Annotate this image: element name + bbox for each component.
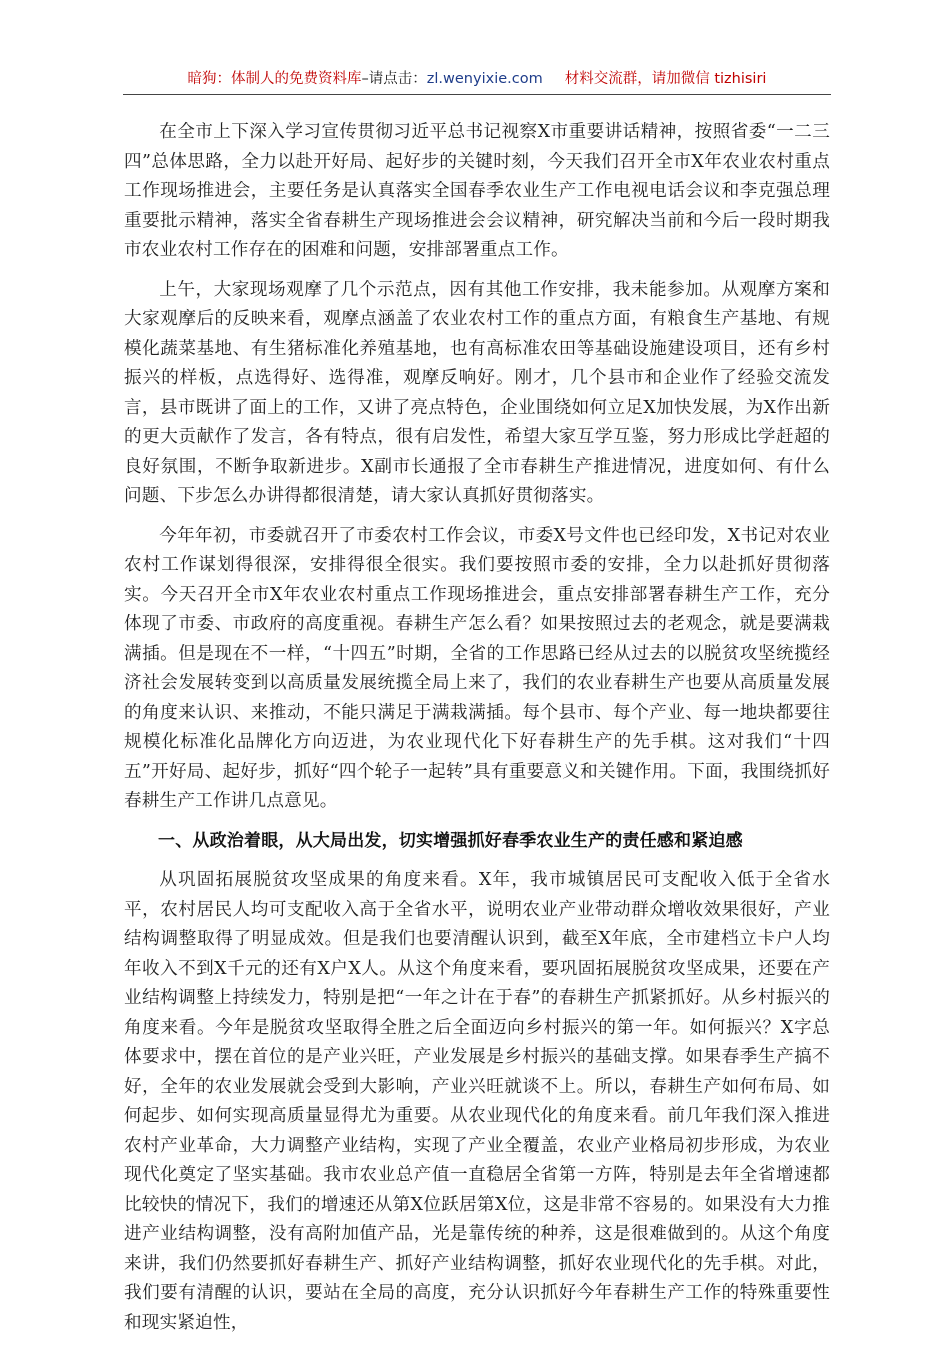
body-paragraph: 在全市上下深入学习宣传贯彻习近平总书记视察X市重要讲话精神，按照省委“一二三四”总体思路，全力以赴开好局、起好步的关键时刻，今天我们召开全市X年农业农村重点工作现场推进会，主要任务是认真落实全国春季农业生产工作电视电话会议和李克强总理重要批示精神，落实全省春耕生产现场推进会会议精神，研究解决当前和今后一段时期我市农业农村工作存在的困难和问题，安排部署重点工作。 (124, 122, 830, 260)
header-url-link[interactable]: zl.wenyixie.com (426, 71, 543, 87)
section-heading: 一、从政治着眼，从大局出发，切实增强抓好春季农业生产的责任感和紧迫感 (158, 830, 743, 851)
body-paragraph: 今年年初，市委就召开了市委农村工作会议，市委X号文件也已经印发，X书记对农业农村工作谋划得很深，安排得很全很实。我们要按照市委的安排，全力以赴抓好贯彻落实。今天召开全市X年农业农村重点工作现场推进会，重点安排部署春耕生产工作，充分体现了市委、市政府的高度重视。春耕生产怎么看？如果按照过去的老观念，就是要满栽满插。但是现在不一样，“十四五”时期，全省的工作思路已经从过去的以脱贫攻坚统揽经济社会发展转变到以高质量发展统揽全局上来了，我们的农业春耕生产也要从高质量发展的角度来认识、来推动，不能只满足于满栽满插。每个县市、每个产业、每一地块都要往规模化标准化品牌化方向迈进，为农业现代化下好春耕生产的先手棋。这对我们“十四五”开好局、起好步，抓好“四个轮子一起转”具有重要意义和关键作用。下面，我围绕抓好春耕生产工作讲几点意见。 (124, 525, 830, 811)
header-group-note: 材料交流群，请加微信 tizhisiri (564, 71, 767, 87)
body-paragraph: 从巩固拓展脱贫攻坚成果的角度来看。X年，我市城镇居民可支配收入低于全省水平，农村居民人均可支配收入高于全省水平，说明农业产业带动群众增收效果很好，产业结构调整取得了明显成效。但是我们也要清醒认识到，截至X年底，全市建档立卡户人均年收入不到X千元的还有X户X人。从这个角度来看，要巩固拓展脱贫攻坚成果，还要在产业结构调整上持续发力，特别是把“一年之计在于春”的春耕生产抓紧抓好。从乡村振兴的角度来看。今年是脱贫攻坚取得全胜之后全面迈向乡村振兴的第一年。如何振兴？X字总体要求中，摆在首位的是产业兴旺，产业发展是乡村振兴的基础支撑。如果春季生产搞不好，全年的农业发展就会受到大影响，产业兴旺就谈不上。所以，春耕生产如何布局、如何起步、如何实现高质量显得尤为重要。从农业现代化的角度来看。前几年我们深入推进农村产业革命，大力调整产业结构，实现了产业全覆盖，农业产业格局初步形成，为农业现代化奠定了坚实基础。我市农业总产值一直稳居全省第一方阵，特别是去年全省增速都比较快的情况下，我们的增速还从第X位跃居第X位，这是非常不容易的。如果没有大力推进产业结构调整，没有高附加值产品，光是靠传统的种养，这是很难做到的。从这个角度来讲，我们仍然要抓好春耕生产、抓好产业结构调整，抓好农业现代化的先手棋。对此，我们要有清醒的认识，要站在全局的高度，充分认识抓好今年春耕生产工作的特殊重要性和现实紧迫性， (124, 870, 830, 1333)
document-body (124, 118, 830, 1348)
header-brand: 暗狗：体制人的免费资料库 (187, 71, 362, 87)
header-click-prompt: –请点击： (361, 71, 427, 87)
page-header (123, 68, 831, 95)
body-paragraph: 上午，大家现场观摩了几个示范点，因有其他工作安排，我未能参加。从观摩方案和大家观摩后的反映来看，观摩点涵盖了农业农村工作的重点方面，有粮食生产基地、有规模化蔬菜基地、有生猪标准化养殖基地，也有高标准农田等基础设施建设项目，还有乡村振兴的样板，点选得好、选得准，观摩反响好。刚才，几个县市和企业作了经验交流发言，县市既讲了面上的工作，又讲了亮点特色，企业围绕如何立足X加快发展，为X作出新的更大贡献作了发言，各有特点，很有启发性，希望大家互学互鉴，努力形成比学赶超的良好氛围，不断争取新进步。X副市长通报了全市春耕生产推进情况，进度如何、有什么问题、下步怎么办讲得都很清楚，请大家认真抓好贯彻落实。 (124, 279, 830, 506)
